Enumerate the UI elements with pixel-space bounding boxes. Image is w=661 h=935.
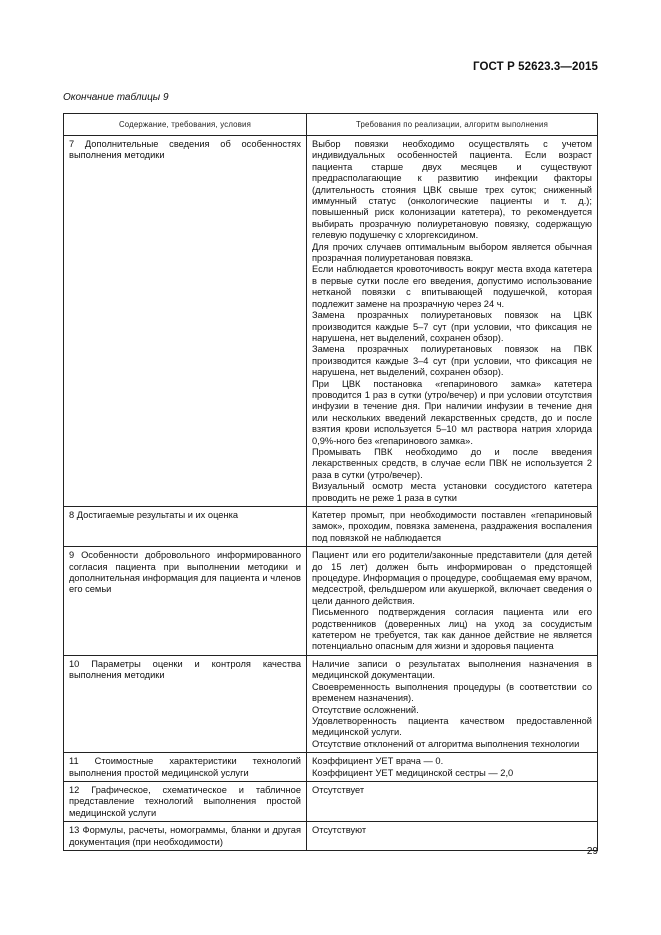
table-header-row <box>64 114 598 136</box>
paragraph: Коэффициент УЕТ врача — 0. <box>312 756 444 767</box>
row-content-9 <box>307 547 598 656</box>
paragraph: Пациент или его родители/законные представители (для детей до 15 лет) должен быть информирован о предстоящей процедуре. Информация о процедуре, сообщаемая ему врачом, медсестрой, фельдшером или акушеркой, включает сведения о цели данного действия. <box>312 550 592 606</box>
paragraph: Отсутствует <box>312 784 365 795</box>
table-row <box>64 822 598 851</box>
paragraph: Для прочих случаев оптимальным выбором является обычная прозрачная полиуретановая повязка. <box>312 241 592 264</box>
paragraph: Если наблюдается кровоточивость вокруг места входа катетера в первые сутки после его введения, допустимо использование нетканой повязки с впитывающей подушечкой, которая подлежит замене на прозрачную через 24 ч. <box>312 264 592 309</box>
row-label-13: 13 Формулы, расчеты, номограммы, бланки и другая документация (при необходимости) <box>64 822 307 851</box>
paragraph: Замена прозрачных полиуретановых повязок на ЦВК производится каждые 5–7 сут (при условии, что фиксация не нарушена, нет выделений, сохранен обзор). <box>312 310 592 343</box>
page-number: 29 <box>586 846 598 857</box>
paragraph: При ЦВК постановка «гепаринового замка» катетера проводится 1 раз в сутки (утро/вечер) и при условии отсутствия инфузии в течение дня. При наличии инфузии в течение дня или нескольких введений лекарственных средств, до и после взятия крови используется 5–10 мл раствора натрия хлорида 0,9%-ного без «гепаринового замка». <box>312 378 592 446</box>
paragraph: Наличие записи о результатах выполнения назначения в медицинской документации. <box>312 658 592 681</box>
row-content-10 <box>307 655 598 752</box>
paragraph: Коэффициент УЕТ медицинской сестры — 2,0 <box>312 767 514 778</box>
row-content-13 <box>307 822 598 851</box>
table-row <box>64 655 598 752</box>
table-row <box>64 136 598 507</box>
row-content-12 <box>307 781 598 821</box>
row-label-7: 7 Дополнительные сведения об особенностях выполнения методики <box>64 136 307 507</box>
requirements-table <box>63 113 598 851</box>
column-header-content: Содержание, требования, условия <box>64 114 307 136</box>
row-label-12: 12 Графическое, схематическое и табличное представление технологий выполнения простой медицинской услуги <box>64 781 307 821</box>
paragraph: Визуальный осмотр места установки сосудистого катетера проводить не реже 1 раза в сутки <box>312 481 592 503</box>
row-label-8: 8 Достигаемые результаты и их оценка <box>64 507 307 547</box>
paragraph: Отсутствие осложнений. <box>312 704 419 715</box>
paragraph: Промывать ПВК необходимо до и после введения лекарственных средств, в случае если ПВК не используется 2 раза в сутки (утро/вечер). <box>312 446 592 480</box>
paragraph: Удовлетворенность пациента качеством предоставленной медицинской услуги. <box>312 715 592 738</box>
paragraph: Выбор повязки необходимо осуществлять с учетом индивидуальных особенностей пациента. Если возраст пациента старше двух месяцев и существуют предрасполагающие к развитию инфекции факторы (длительность стояния ЦВК свыше трех суток; сниженный иммунный статус (онкологические пациенты и т. д.); повышенный риск колонизации катетера), то рекомендуется выбирать прозрачную полиуретановую повязку, содержащую гелевую подушечку с хлоргексидином. <box>312 139 592 241</box>
row-label-11: 11 Стоимостные характеристики технологий выполнения простой медицинской услуги <box>64 753 307 782</box>
paragraph: Замена прозрачных полиуретановых повязок на ПВК производится каждые 3–4 сут (при условии, что фиксация не нарушена, нет выделений, сохранен обзор). <box>312 344 592 378</box>
document-code: ГОСТ Р 52623.3—2015 <box>473 61 598 73</box>
row-content-7 <box>307 136 598 507</box>
table-row <box>64 781 598 821</box>
table-row <box>64 547 598 656</box>
table-caption: Окончание таблицы 9 <box>63 92 169 103</box>
paragraph: Письменного подтверждения согласия пациента или его родственников (доверенных лиц) на уход за сосудистым катетером не требуется, так как данное действие не является потенциально опасным для жизни и здоровья пациента <box>312 607 592 652</box>
row-label-10: 10 Параметры оценки и контроля качества выполнения методики <box>64 655 307 752</box>
table-row <box>64 507 598 547</box>
paragraph: Катетер промыт, при необходимости поставлен «гепариновый замок», проходим, повязка заменена, раздражения воспаления под повязкой не наблюдается <box>312 510 592 543</box>
row-content-11 <box>307 753 598 782</box>
column-header-requirements: Требования по реализации, алгоритм выполнения <box>307 114 598 136</box>
row-label-9: 9 Особенности добровольного информированного согласия пациента при выполнении методики и дополнительная информация для пациента и членов его семьи <box>64 547 307 656</box>
table-row <box>64 753 598 782</box>
paragraph: Своевременность выполнения процедуры (в соответствии со временем назначения). <box>312 681 592 704</box>
paragraph: Отсутствуют <box>312 825 367 836</box>
paragraph: Отсутствие отклонений от алгоритма выполнения технологии <box>312 738 580 749</box>
row-content-8 <box>307 507 598 547</box>
